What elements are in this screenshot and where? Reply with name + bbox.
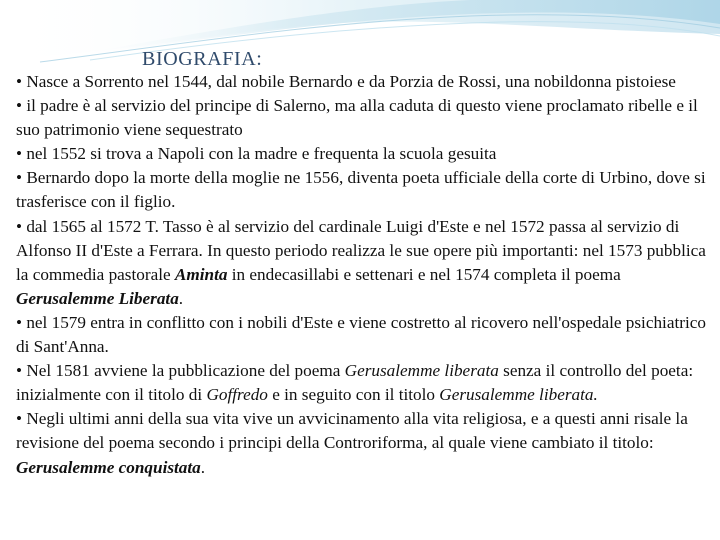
paragraph-text: e in seguito con il titolo xyxy=(267,385,440,405)
paragraph-text: • dal 1565 al 1572 T. Tasso è al servizio del cardinale Luigi d'Este e nel 1572 passa al servizio di Alfonso II d'Este a Ferrara. In questo periodo realizza le sue opere più importanti: nel 1573 pubblica la commedia pastorale xyxy=(16,216,706,284)
emphasized-text: Gerusalemme Liberata xyxy=(16,288,179,308)
emphasized-text: Gerusalemme conquistata xyxy=(16,457,201,477)
paragraph-text: • il padre è al servizio del principe di Salerno, ma alla caduta di questo viene proclamato ribelle e il suo patrimonio viene sequestrato xyxy=(16,96,698,140)
paragraph-text: . xyxy=(178,288,184,308)
paragraph-text: • nel 1552 si trova a Napoli con la madre e frequenta la scuola gesuita xyxy=(16,144,497,164)
paragraph-text: • Nasce a Sorrento nel 1544, dal nobile Bernardo e da Porzia de Rossi, una nobildonna pistoiese xyxy=(16,72,676,91)
bullet-paragraph xyxy=(16,215,718,311)
emphasized-text: Goffredo xyxy=(206,385,268,405)
slide-title: BIOGRAFIA: xyxy=(142,48,263,70)
bullet-paragraph xyxy=(16,311,718,359)
paragraph-text: • Nel 1581 avviene la pubblicazione del poema xyxy=(16,361,345,381)
paragraph-text: in endecasillabi e settenari e nel 1574 completa il poema xyxy=(227,264,621,284)
bullet-paragraph xyxy=(16,359,718,407)
paragraph-text: • nel 1579 entra in conflitto con i nobili d'Este e viene costretto al ricovero nell'ospedale psichiatrico di Sant'Anna. xyxy=(16,312,706,357)
paragraph-text: senza il controllo del poeta: inizialmente con il titolo di xyxy=(16,361,694,405)
biography-text xyxy=(16,70,718,480)
bullet-paragraph xyxy=(16,70,718,94)
emphasized-text: Aminta xyxy=(174,264,228,284)
bullet-paragraph xyxy=(16,142,718,166)
emphasized-text: Gerusalemme liberata. xyxy=(439,385,598,405)
paragraph-text: • Bernardo dopo la morte della moglie ne 1556, diventa poeta ufficiale della corte di Urbino, dove si trasferisce con il figlio. xyxy=(16,168,706,212)
paragraph-text: • Negli ultimi anni della sua vita vive un avvicinamento alla vita religiosa, e a questi anni risale la revisione del poema secondo i principi della Controriforma, al quale viene cambiato il titolo: xyxy=(16,409,688,453)
paragraph-text: . xyxy=(200,457,206,477)
emphasized-text: Gerusalemme liberata xyxy=(344,361,499,381)
bullet-paragraph xyxy=(16,407,718,479)
bullet-paragraph xyxy=(16,94,718,142)
bullet-paragraph xyxy=(16,166,718,214)
